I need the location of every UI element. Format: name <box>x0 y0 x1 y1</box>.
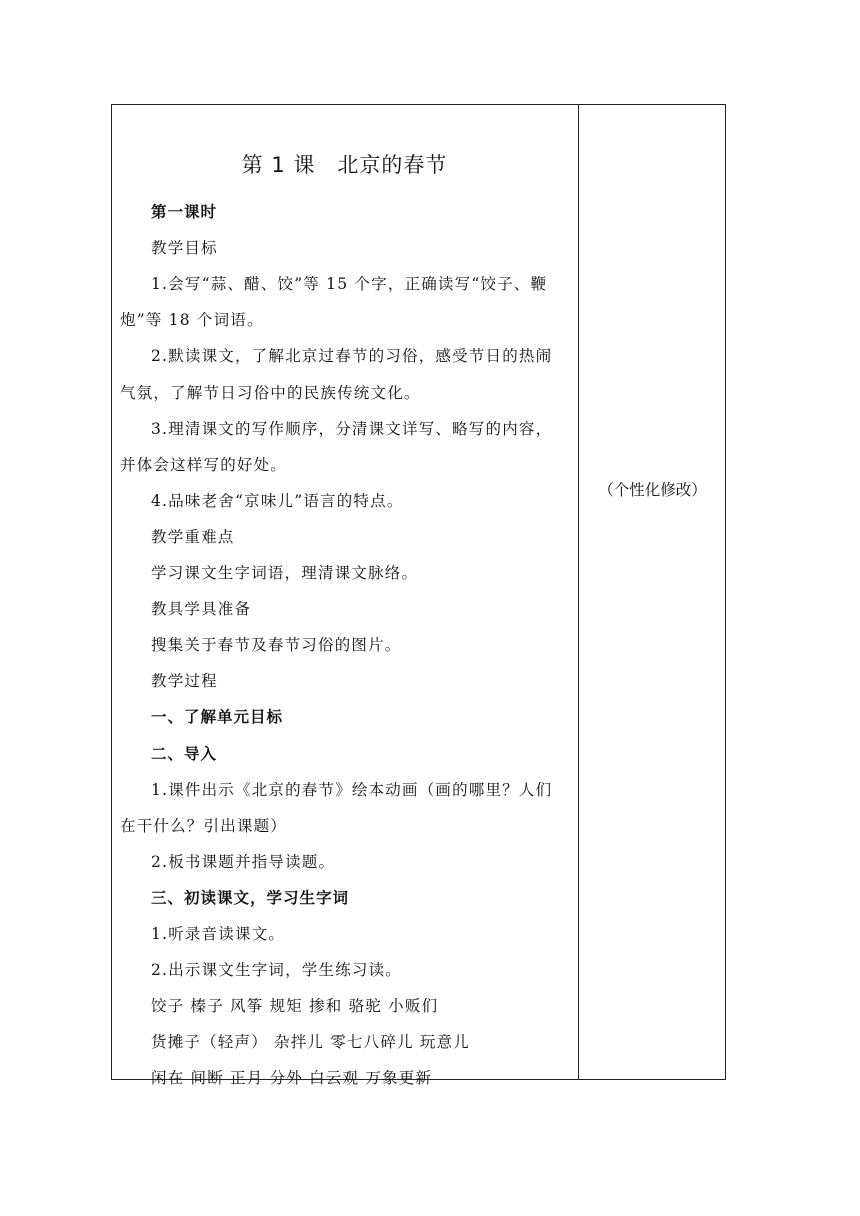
text-line: 炮”等 18 个词语。 <box>120 311 264 330</box>
text-line: 2.默读课文，了解北京过春节的习俗，感受节日的热闹 <box>151 347 553 366</box>
text-line: 4.品味老舍“京味儿”语言的特点。 <box>151 491 404 510</box>
text-line: 搜集关于春节及春节习俗的图片。 <box>151 636 402 655</box>
text-line: 饺子 榛子 风筝 规矩 掺和 骆驼 小贩们 <box>151 997 439 1016</box>
text-line: 教学过程 <box>151 672 218 691</box>
section-heading: 一、了解单元目标 <box>151 708 284 727</box>
text-line: 货摊子（轻声） 杂拌儿 零七八碎儿 玩意儿 <box>151 1033 470 1052</box>
text-line: 气氛，了解节日习俗中的民族传统文化。 <box>120 383 421 402</box>
text-line: 2.出示课文生字词，学生练习读。 <box>151 961 402 980</box>
notes-cell <box>579 104 726 1080</box>
text-line: 1.听录音读课文。 <box>151 925 286 943</box>
text-line: 2.板书课题并指导读题。 <box>151 852 336 871</box>
text-line: 1.课件出示《北京的春节》绘本动画（画的哪里？人们 <box>151 780 553 799</box>
section-heading: 三、初读课文，学习生字词 <box>151 888 350 907</box>
text-line: 学习课文生字词语，理清课文脉络。 <box>151 564 419 582</box>
text-line: 3.理清课文的写作顺序，分清课文详写、略写的内容， <box>151 419 553 438</box>
text-line: 教具学具准备 <box>151 600 252 619</box>
lesson-content-cell <box>111 104 578 1088</box>
text-line: 并体会这样写的好处。 <box>120 455 288 474</box>
lesson-title: 第 1 课 北京的春节 <box>241 153 448 177</box>
section-heading: 二、导入 <box>151 744 218 763</box>
personalized-edit-note: （个性化修改） <box>598 481 707 499</box>
text-line: 在干什么？引出课题） <box>120 816 288 835</box>
text-line: 教学重难点 <box>151 527 235 546</box>
text-line: 闲在 间断 正月 分外 白云观 万象更新 <box>151 1069 433 1088</box>
section-heading: 第一课时 <box>151 203 218 221</box>
text-line: 1.会写“蒜、醋、饺”等 15 个字，正确读写“饺子、鞭 <box>151 275 548 294</box>
text-line: 教学目标 <box>151 239 218 258</box>
